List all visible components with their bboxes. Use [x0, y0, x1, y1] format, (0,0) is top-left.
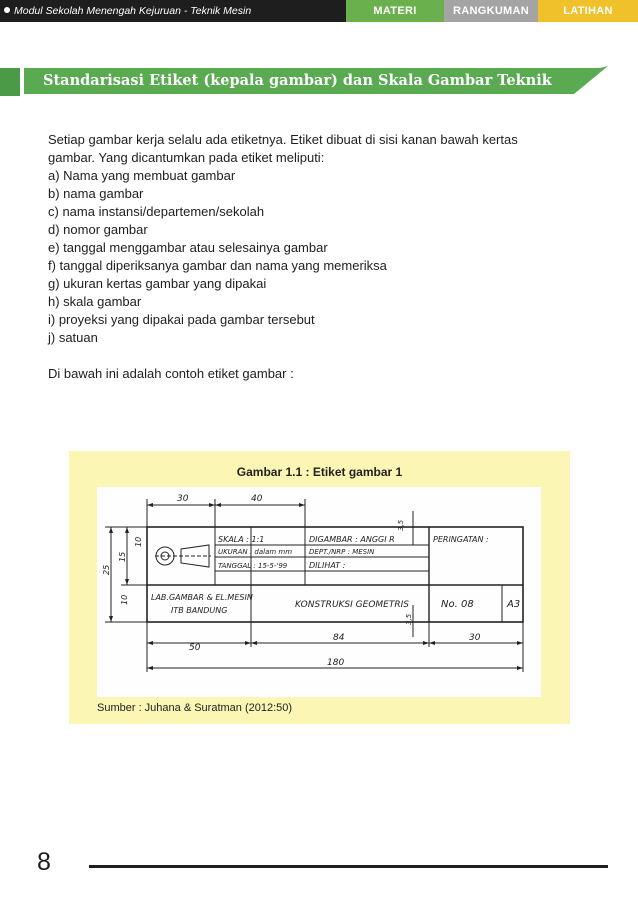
list-item: i) proyeksi yang dipakai pada gambar tersebut	[48, 312, 315, 327]
intro-line-1: Setiap gambar kerja selalu ada etiketnya. Etiket dibuat di sisi kanan bawah kertas	[48, 132, 518, 147]
dim-left-10a: 10	[120, 594, 129, 605]
list-item: a) Nama yang membuat gambar	[48, 168, 236, 183]
list-item: b) nama gambar	[48, 186, 144, 201]
lab-label-2: ITB BANDUNG	[171, 606, 228, 615]
dept-label: DEPT./NRP : MESIN	[309, 548, 375, 556]
peringatan-label: PERINGATAN :	[433, 535, 489, 544]
digambar-label: DIGAMBAR : ANGGI R	[309, 535, 395, 544]
dim-right-35a: 3,5	[397, 519, 405, 531]
dim-left-25: 25	[102, 564, 111, 575]
kertas-label: A3	[507, 599, 521, 610]
list-item: h) skala gambar	[48, 294, 142, 309]
list-item: d) nomor gambar	[48, 222, 148, 237]
module-title-text: Modul Sekolah Menengah Kejuruan - Teknik Mesin	[14, 5, 252, 17]
list-item: f) tanggal diperiksanya gambar dan nama yang memeriksa	[48, 258, 387, 273]
figure-source: Sumber : Juhana & Suratman (2012:50)	[97, 702, 293, 714]
dim-right-35b: 3,5	[405, 613, 413, 625]
tab-rangkuman[interactable]: RANGKUMAN	[444, 0, 538, 22]
dim-left-10b: 10	[134, 536, 143, 547]
tab-materi[interactable]: MATERI	[346, 0, 444, 22]
page-number: 8	[37, 848, 51, 876]
figure-caption: Gambar 1.1 : Etiket gambar 1	[236, 465, 403, 479]
dim-bottom-50: 50	[189, 643, 201, 653]
tab-latihan[interactable]: LATIHAN	[538, 0, 638, 22]
tanggal-label: TANGGAL : 15-5-'99	[218, 562, 288, 570]
module-title	[4, 0, 251, 22]
nomor-label: No. 08	[441, 599, 474, 610]
skala-label: SKALA : 1:1	[218, 535, 265, 544]
list-item: g) ukuran kertas gambar yang dipakai	[48, 276, 267, 291]
list-item: c) nama instansi/departemen/sekolah	[48, 204, 265, 219]
bullet-icon	[4, 7, 10, 13]
ukuran-label: UKURAN : dalam mm	[218, 548, 293, 556]
etiket-drawing	[97, 487, 541, 697]
dim-top-30: 30	[177, 494, 189, 504]
footer-rule	[89, 865, 608, 868]
dim-bottom-84: 84	[333, 633, 345, 643]
section-title: Standarisasi Etiket (kepala gambar) dan Skala Gambar Teknik	[43, 72, 552, 89]
outro-text: Di bawah ini adalah contoh etiket gambar :	[48, 366, 294, 381]
list-item: j) satuan	[48, 330, 98, 345]
dim-bottom-180: 180	[327, 658, 345, 668]
lab-label-1: LAB.GAMBAR & EL.MESIN	[151, 593, 253, 602]
judul-label: KONSTRUKSI GEOMETRIS	[295, 600, 409, 610]
etiket-drawing-svg	[97, 487, 541, 697]
dim-top-40: 40	[251, 494, 263, 504]
list-item: e) tanggal menggambar atau selesainya gambar	[48, 240, 328, 255]
intro-line-2: gambar. Yang dicantumkan pada etiket meliputi:	[48, 150, 325, 165]
top-bar	[0, 0, 638, 22]
dim-left-15: 15	[118, 551, 127, 562]
dilihat-label: DILIHAT :	[309, 561, 346, 570]
figure-box	[69, 451, 570, 724]
dim-bottom-30: 30	[469, 633, 481, 643]
body-text	[48, 131, 588, 383]
